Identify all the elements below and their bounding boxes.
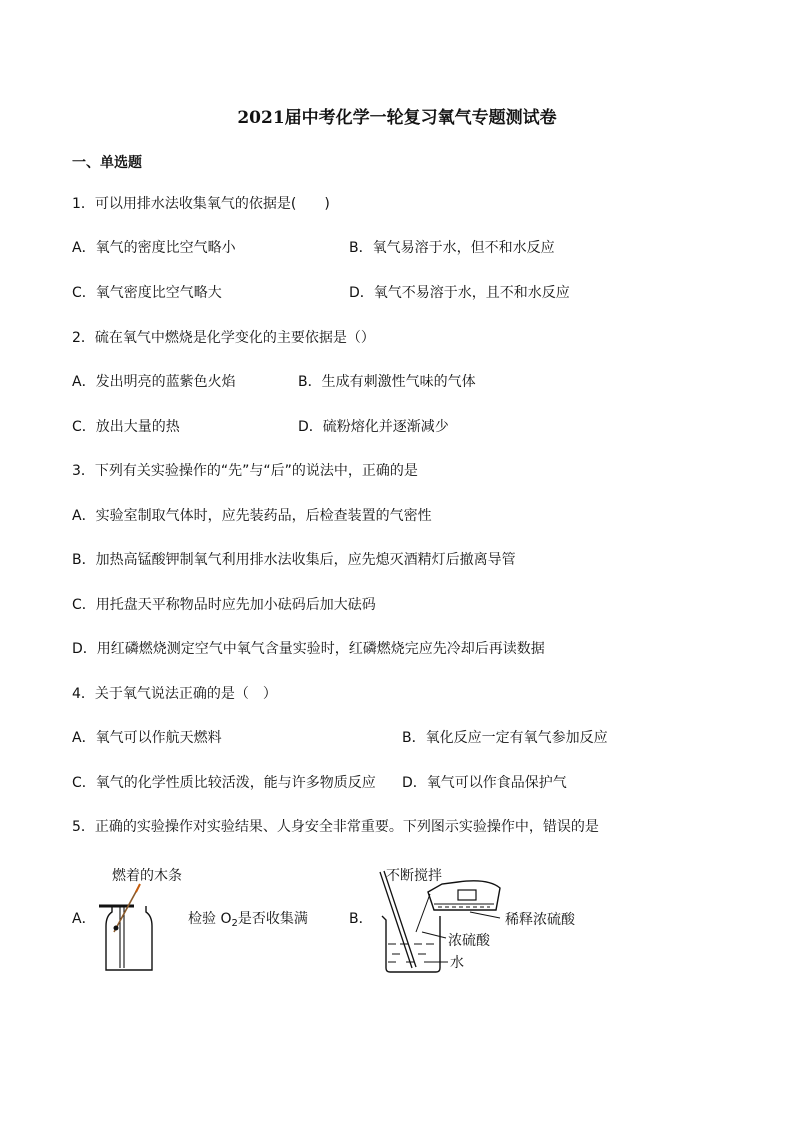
question-2-stem: 2．硫在氧气中燃烧是化学变化的主要依据是（） [72,330,375,346]
acid-stream [416,894,430,932]
acid-leader [422,932,446,938]
question-1-option-a: A．氧气的密度比空气略小 [72,240,236,256]
gas-bottle [106,906,152,970]
flame-tip [136,884,140,892]
acid-bottle [428,881,500,910]
question-3-option-b: B．加热高锰酸钾制氧气利用排水法收集后，应先熄灭酒精灯后撤离导管 [72,552,516,568]
water-label: 水 [450,955,464,971]
question-2-option-c: C．放出大量的热 [72,419,180,435]
question-1-option-c: C．氧气密度比空气略大 [72,285,222,301]
caption-a-subscript: 2 [231,918,238,929]
gas-collection-bottle-figure [94,860,182,976]
question-2-option-d: D．硫粉熔化并逐渐减少 [298,419,449,435]
question-4-stem: 4．关于氧气说法正确的是（ ） [72,686,277,702]
stick-end [114,926,119,931]
burning-stick [114,888,138,932]
question-1-stem: 1．可以用排水法收集氧气的依据是( ) [72,196,330,212]
question-3-stem: 3．下列有关实验操作的“先”与“后”的说法中，正确的是 [72,463,418,479]
section-heading: 一、单选题 [72,155,142,171]
caption-a-text: 检验 O [188,911,232,927]
question-3-option-d: D．用红磷燃烧测定空气中氧气含量实验时，红磷燃烧完应先冷却后再读数据 [72,641,545,657]
page-title: 2021届中考化学一轮复习氧气专题测试卷 [237,108,557,128]
caption-a-suffix: 是否收集满 [237,911,308,927]
question-2-option-b: B．生成有刺激性气味的气体 [298,374,476,390]
acid-dilution-figure [372,860,592,976]
question-5-option-a-letter: A． [72,911,96,927]
acid-label: 浓硫酸 [448,933,490,949]
question-4-option-d: D．氧气可以作食品保护气 [402,775,567,791]
question-3-option-c: C．用托盘天平称物品时应先加小砝码后加大砝码 [72,597,376,613]
question-2-option-a: A．发出明亮的蓝紫色火焰 [72,374,236,390]
question-4-option-b: B．氧化反应一定有氧气参加反应 [402,730,608,746]
question-4-option-a: A．氧气可以作航天燃料 [72,730,222,746]
stir-label: 不断搅拌 [386,868,442,884]
burning-stick-label: 燃着的木条 [112,868,182,884]
question-5-option-a-caption [188,909,308,934]
dilute-label: 稀释浓硫酸 [505,912,575,928]
question-5-option-b-letter: B． [349,911,373,927]
question-5-stem: 5．正确的实验操作对实验结果、人身安全非常重要。下列图示实验操作中，错误的是 [72,819,599,835]
question-3-option-a: A．实验室制取气体时，应先装药品，后检查装置的气密性 [72,508,432,524]
question-4-option-c: C．氧气的化学性质比较活泼，能与许多物质反应 [72,775,376,791]
question-1-option-d: D．氧气不易溶于水，且不和水反应 [349,285,570,301]
dilute-leader [470,912,500,918]
question-1-option-b: B．氧气易溶于水，但不和水反应 [349,240,555,256]
